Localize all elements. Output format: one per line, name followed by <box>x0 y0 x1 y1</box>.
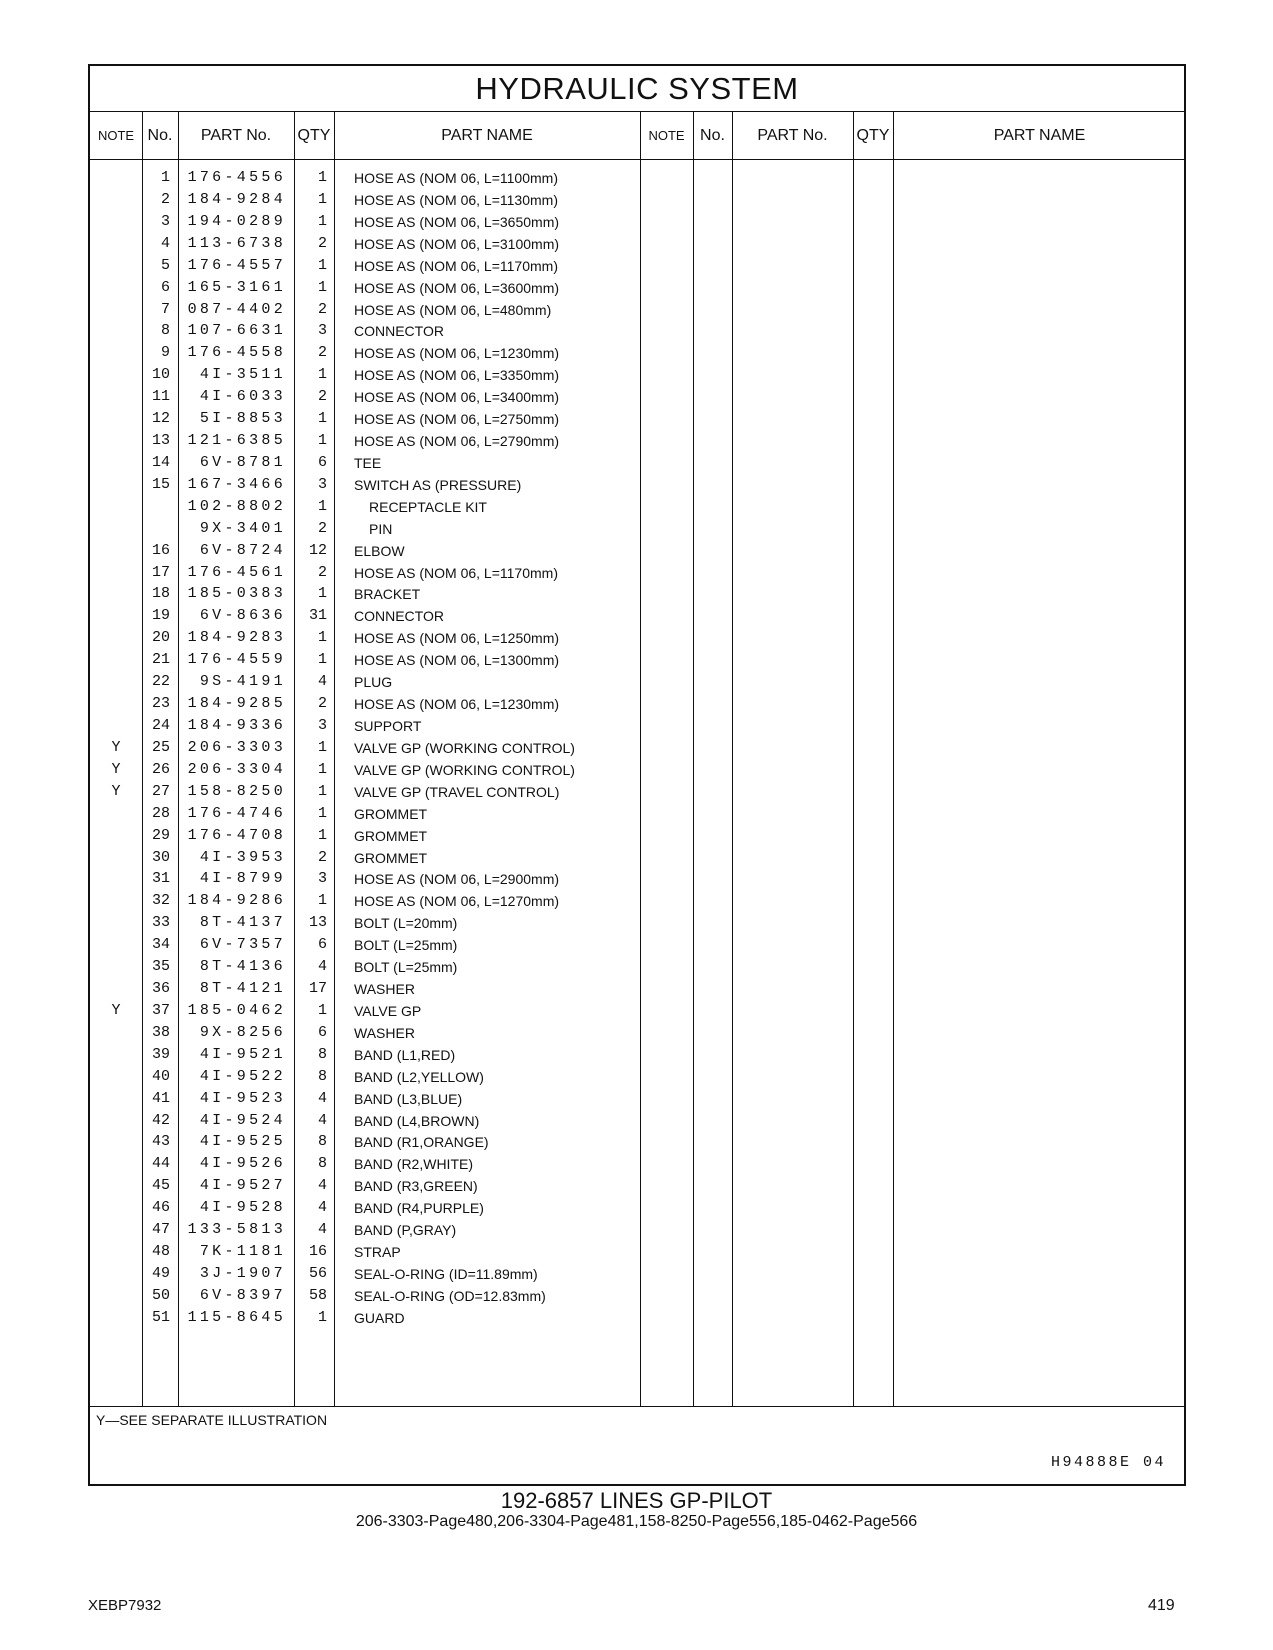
quantity-cell: 1 <box>317 410 327 428</box>
part-name-cell: SEAL-O-RING (OD=12.83mm) <box>354 1287 546 1304</box>
item-number-cell: 33 <box>151 914 170 932</box>
quantity-cell: 8 <box>317 1045 327 1063</box>
part-name-cell: VALVE GP (WORKING CONTROL) <box>354 761 575 778</box>
quantity-cell: 2 <box>317 519 327 537</box>
part-name-cell: PLUG <box>354 674 393 691</box>
part-number-cell: 4I-6033 <box>199 388 286 406</box>
part-name-cell: BAND (L1,RED) <box>354 1046 456 1063</box>
table-row <box>90 1219 640 1242</box>
part-name-cell: HOSE AS (NOM 06, L=3400mm) <box>354 389 560 406</box>
item-number-cell: 19 <box>151 607 170 625</box>
part-number-cell: 6V-8636 <box>199 607 286 625</box>
item-number-cell: 4 <box>160 234 170 252</box>
quantity-cell: 8 <box>317 1155 327 1173</box>
part-name-cell: STRAP <box>354 1244 401 1261</box>
quantity-cell: 6 <box>317 1023 327 1041</box>
quantity-cell: 31 <box>308 607 327 625</box>
part-name-cell: HOSE AS (NOM 06, L=1270mm) <box>354 893 560 910</box>
part-number-cell: 176-4561 <box>187 563 286 581</box>
part-number-cell: 176-4557 <box>187 256 286 274</box>
part-name-cell: SEAL-O-RING (ID=11.89mm) <box>354 1266 538 1282</box>
table-row <box>90 408 640 431</box>
item-number-cell: 29 <box>151 826 170 844</box>
part-number-cell: 167-3466 <box>187 475 286 493</box>
table-row <box>90 1285 640 1308</box>
part-name-cell: HOSE AS (NOM 06, L=2900mm) <box>354 871 560 888</box>
part-number-cell: 6V-8781 <box>199 453 286 471</box>
part-name-cell: CONNECTOR <box>354 323 444 340</box>
table-row <box>90 1197 640 1220</box>
part-name-cell: HOSE AS (NOM 06, L=2750mm) <box>354 411 560 428</box>
group-caption: 192-6857 LINES GP-PILOT <box>500 1488 773 1513</box>
part-name-cell: HOSE AS (NOM 06, L=3100mm) <box>354 235 560 252</box>
item-number-cell: 1 <box>160 169 170 186</box>
header-no-right: No. <box>693 112 732 160</box>
table-row <box>90 693 640 716</box>
column-divider <box>732 112 733 1406</box>
table-row <box>90 342 640 365</box>
quantity-cell: 6 <box>317 936 327 954</box>
part-number-cell: 4I-9526 <box>199 1155 286 1173</box>
part-name-cell: BRACKET <box>354 586 421 603</box>
part-name-cell: BOLT (L=25mm) <box>354 937 458 954</box>
part-number-cell: 9X-3401 <box>199 519 286 537</box>
item-number-cell: 17 <box>151 563 170 581</box>
table-row <box>90 299 640 322</box>
quantity-cell: 4 <box>317 673 327 691</box>
item-number-cell: 10 <box>151 366 170 384</box>
cross-reference: 206-3303-Page480,206-3304-Page481,158-8250-Page556,185-0462-Page566 <box>355 1513 918 1530</box>
part-name-cell: GROMMET <box>354 849 428 866</box>
quantity-cell: 1 <box>317 629 327 647</box>
part-name-cell: BOLT (L=20mm) <box>354 915 458 932</box>
part-number-cell: 4I-9528 <box>199 1199 286 1217</box>
item-number-cell: 42 <box>151 1111 170 1129</box>
quantity-cell: 4 <box>317 1221 327 1239</box>
part-number-cell: 102-8802 <box>187 497 286 515</box>
quantity-cell: 1 <box>317 651 327 669</box>
table-row <box>90 978 640 1001</box>
header-note-left: NOTE <box>90 112 142 160</box>
header-part-name-left: PART NAME <box>334 112 640 160</box>
footnote: Y—SEE SEPARATE ILLUSTRATION <box>96 1412 328 1428</box>
item-number-cell: 20 <box>151 629 170 647</box>
table-row <box>90 386 640 409</box>
table-row <box>90 167 640 190</box>
part-name-cell: HOSE AS (NOM 06, L=1170mm) <box>354 257 558 274</box>
item-number-cell: 6 <box>160 278 170 296</box>
quantity-cell: 2 <box>317 234 327 252</box>
item-number-cell: 31 <box>151 870 170 888</box>
quantity-cell: 2 <box>317 344 327 362</box>
part-number-cell: 184-9285 <box>187 695 286 713</box>
table-row <box>90 912 640 935</box>
item-number-cell: 2 <box>160 190 170 208</box>
table-row <box>90 1307 640 1330</box>
part-number-cell: 158-8250 <box>187 782 286 800</box>
item-number-cell: 45 <box>151 1177 170 1195</box>
item-number-cell: 36 <box>151 980 170 998</box>
part-name-cell: HOSE AS (NOM 06, L=3600mm) <box>354 279 560 296</box>
part-number-cell: 7K-1181 <box>199 1243 286 1261</box>
quantity-cell: 6 <box>317 453 327 471</box>
table-row <box>90 1110 640 1133</box>
item-number-cell: 21 <box>151 651 170 669</box>
part-name-cell: HOSE AS (NOM 06, L=3650mm) <box>354 213 560 230</box>
part-name-cell: BAND (R2,WHITE) <box>354 1156 473 1173</box>
part-name-cell: HOSE AS (NOM 06, L=1170mm) <box>354 564 558 581</box>
table-row <box>90 1153 640 1176</box>
quantity-cell: 3 <box>317 322 327 340</box>
item-number-cell: 43 <box>151 1133 170 1151</box>
table-row <box>90 1175 640 1198</box>
table-row <box>90 627 640 650</box>
part-number-cell: 184-9284 <box>187 190 286 208</box>
table-row <box>90 211 640 234</box>
table-row <box>90 1241 640 1264</box>
part-number-cell: 4I-9521 <box>199 1045 286 1063</box>
table-row <box>90 759 640 782</box>
table-row <box>90 803 640 826</box>
quantity-cell: 1 <box>317 892 327 910</box>
part-number-cell: 115-8645 <box>187 1308 286 1326</box>
quantity-cell: 1 <box>317 432 327 450</box>
part-name-cell: GROMMET <box>354 805 428 822</box>
table-row <box>90 518 640 541</box>
part-name-cell: SUPPORT <box>354 718 422 734</box>
part-number-cell: 184-9336 <box>187 717 286 734</box>
part-name-cell: HOSE AS (NOM 06, L=480mm) <box>354 301 552 318</box>
part-name-cell: WASHER <box>354 1024 415 1041</box>
item-number-cell: 40 <box>151 1067 170 1085</box>
table-row <box>90 452 640 475</box>
part-name-cell: GROMMET <box>354 827 428 844</box>
part-number-cell: 185-0462 <box>187 1001 286 1019</box>
quantity-cell: 4 <box>317 1177 327 1195</box>
column-divider <box>853 112 854 1406</box>
item-number-cell: 47 <box>151 1221 170 1239</box>
table-row <box>90 255 640 278</box>
part-name-cell: WASHER <box>354 981 415 998</box>
quantity-cell: 56 <box>308 1265 327 1282</box>
quantity-cell: 17 <box>308 980 327 998</box>
part-name-cell: HOSE AS (NOM 06, L=2790mm) <box>354 433 560 450</box>
table-row <box>90 1131 640 1154</box>
item-number-cell: 13 <box>151 432 170 450</box>
part-name-cell: CONNECTOR <box>354 608 444 625</box>
part-number-cell: 176-4558 <box>187 344 286 362</box>
note-cell: Y <box>111 782 121 800</box>
table-row <box>90 847 640 870</box>
part-number-cell: 4I-3953 <box>199 848 286 866</box>
header-part-no-right: PART No. <box>732 112 853 160</box>
part-name-cell: VALVE GP (WORKING CONTROL) <box>354 739 575 756</box>
footer-divider <box>90 1406 1184 1407</box>
table-row <box>90 1022 640 1045</box>
quantity-cell: 58 <box>308 1286 327 1304</box>
table-row <box>90 737 640 760</box>
quantity-cell: 1 <box>317 1308 327 1326</box>
table-row <box>90 890 640 913</box>
item-number-cell: 3 <box>160 212 170 230</box>
part-name-cell: HOSE AS (NOM 06, L=1230mm) <box>354 696 560 713</box>
part-number-cell: 4I-9527 <box>199 1177 286 1195</box>
quantity-cell: 1 <box>317 256 327 274</box>
header-part-name-right: PART NAME <box>893 112 1186 160</box>
part-name-cell: HOSE AS (NOM 06, L=3350mm) <box>354 367 560 384</box>
quantity-cell: 4 <box>317 1089 327 1107</box>
part-number-cell: 6V-8397 <box>199 1286 286 1304</box>
quantity-cell: 12 <box>308 541 327 559</box>
quantity-cell: 1 <box>317 804 327 822</box>
note-cell: Y <box>111 760 121 778</box>
part-number-cell: 176-4559 <box>187 651 286 669</box>
header-note-right: NOTE <box>640 112 693 160</box>
quantity-cell: 4 <box>317 1111 327 1129</box>
quantity-cell: 2 <box>317 848 327 866</box>
part-name-cell: TEE <box>354 454 382 471</box>
part-name-cell: BAND (R1,ORANGE) <box>354 1134 489 1151</box>
table-row <box>90 1066 640 1089</box>
quantity-cell: 4 <box>317 958 327 976</box>
item-number-cell: 46 <box>151 1199 170 1217</box>
table-row <box>90 671 640 694</box>
part-name-cell: HOSE AS (NOM 06, L=1230mm) <box>354 345 560 362</box>
part-number-cell: 9X-8256 <box>199 1023 286 1041</box>
table-row <box>90 364 640 387</box>
part-number-cell: 206-3303 <box>187 738 286 756</box>
part-number-cell: 4I-9524 <box>199 1111 286 1129</box>
item-number-cell: 16 <box>151 541 170 559</box>
item-number-cell: 18 <box>151 585 170 603</box>
table-row <box>90 189 640 212</box>
quantity-cell: 1 <box>317 782 327 800</box>
quantity-cell: 1 <box>317 760 327 778</box>
table-row <box>90 605 640 628</box>
quantity-cell: 1 <box>317 738 327 756</box>
quantity-cell: 1 <box>317 212 327 230</box>
part-number-cell: 6V-8724 <box>199 541 286 559</box>
quantity-cell: 1 <box>317 278 327 296</box>
table-row <box>90 277 640 300</box>
quantity-cell: 3 <box>317 870 327 888</box>
quantity-cell: 2 <box>317 695 327 713</box>
table-row <box>90 233 640 256</box>
item-number-cell: 49 <box>151 1265 170 1282</box>
quantity-cell: 8 <box>317 1133 327 1151</box>
quantity-cell: 1 <box>317 190 327 208</box>
part-number-cell: 133-5813 <box>187 1221 286 1239</box>
quantity-cell: 4 <box>317 1199 327 1217</box>
quantity-cell: 13 <box>308 914 327 932</box>
item-number-cell: 26 <box>151 760 170 778</box>
header-no-left: No. <box>142 112 178 160</box>
header-part-no-left: PART No. <box>178 112 294 160</box>
part-name-cell: BAND (L4,BROWN) <box>354 1112 480 1129</box>
part-name-cell: BAND (R3,GREEN) <box>354 1178 478 1195</box>
part-number-cell: 8T-4121 <box>199 980 286 998</box>
quantity-cell: 1 <box>317 826 327 844</box>
item-number-cell: 14 <box>151 453 170 471</box>
part-number-cell: 121-6385 <box>187 432 286 450</box>
quantity-cell: 8 <box>317 1067 327 1085</box>
part-number-cell: 9S-4191 <box>199 673 286 691</box>
part-name-cell: BAND (R4,PURPLE) <box>354 1200 484 1217</box>
table-row <box>90 649 640 672</box>
part-number-cell: 4I-3511 <box>199 366 286 384</box>
part-number-cell: 206-3304 <box>187 760 286 778</box>
item-number-cell: 5 <box>160 256 170 274</box>
table-row <box>90 583 640 606</box>
item-number-cell: 24 <box>151 717 170 734</box>
table-row <box>90 540 640 563</box>
illustration-code: H94888E 04 <box>1050 1454 1166 1471</box>
part-number-cell: 4I-9523 <box>199 1089 286 1107</box>
part-name-cell: VALVE GP <box>354 1002 422 1019</box>
item-number-cell: 38 <box>151 1023 170 1041</box>
item-number-cell: 12 <box>151 410 170 428</box>
item-number-cell: 50 <box>151 1286 170 1304</box>
item-number-cell: 25 <box>151 738 170 756</box>
part-number-cell: 113-6738 <box>187 234 286 252</box>
part-name-cell: BAND (L2,YELLOW) <box>354 1068 484 1085</box>
part-number-cell: 4I-9522 <box>199 1067 286 1085</box>
item-number-cell: 35 <box>151 958 170 976</box>
table-row <box>90 430 640 453</box>
part-name-cell: RECEPTACLE KIT <box>369 498 487 515</box>
item-number-cell: 30 <box>151 848 170 866</box>
item-number-cell: 51 <box>151 1308 170 1326</box>
quantity-cell: 16 <box>308 1243 327 1261</box>
header-qty-left: QTY <box>294 112 334 160</box>
part-name-cell: HOSE AS (NOM 06, L=1300mm) <box>354 652 560 669</box>
quantity-cell: 1 <box>317 585 327 603</box>
table-row <box>90 1088 640 1111</box>
item-number-cell: 32 <box>151 892 170 910</box>
part-number-cell: 184-9283 <box>187 629 286 647</box>
header-qty-right: QTY <box>853 112 893 160</box>
quantity-cell: 1 <box>317 1001 327 1019</box>
item-number-cell: 34 <box>151 936 170 954</box>
page-number: 419 <box>1148 1597 1175 1614</box>
column-divider <box>693 112 694 1406</box>
note-cell: Y <box>111 1001 121 1019</box>
part-number-cell: 087-4402 <box>187 300 286 318</box>
part-number-cell: 5I-8853 <box>199 410 286 428</box>
part-number-cell: 4I-9525 <box>199 1133 286 1151</box>
quantity-cell: 3 <box>317 717 327 734</box>
part-name-cell: HOSE AS (NOM 06, L=1130mm) <box>354 191 558 208</box>
table-row <box>90 1263 640 1286</box>
part-name-cell: BOLT (L=25mm) <box>354 959 458 976</box>
item-number-cell: 27 <box>151 782 170 800</box>
part-name-cell: HOSE AS (NOM 06, L=1100mm) <box>354 170 558 186</box>
part-name-cell: SWITCH AS (PRESSURE) <box>354 476 522 493</box>
item-number-cell: 23 <box>151 695 170 713</box>
item-number-cell: 15 <box>151 475 170 493</box>
part-number-cell: 176-4708 <box>187 826 286 844</box>
part-number-cell: 3J-1907 <box>199 1265 286 1282</box>
page-title: HYDRAULIC SYSTEM <box>90 66 1184 112</box>
part-name-cell: HOSE AS (NOM 06, L=1250mm) <box>354 630 560 647</box>
note-cell: Y <box>111 738 121 756</box>
column-divider <box>893 112 894 1406</box>
quantity-cell: 2 <box>317 300 327 318</box>
item-number-cell: 44 <box>151 1155 170 1173</box>
quantity-cell: 2 <box>317 563 327 581</box>
quantity-cell: 1 <box>317 366 327 384</box>
table-row <box>90 934 640 957</box>
part-number-cell: 8T-4136 <box>199 958 286 976</box>
part-name-cell: GUARD <box>354 1309 405 1326</box>
table-row <box>90 956 640 979</box>
table-row <box>90 562 640 585</box>
table-row <box>90 715 640 738</box>
part-number-cell: 194-0289 <box>187 212 286 230</box>
table-row <box>90 868 640 891</box>
table-row <box>90 320 640 343</box>
table-row <box>90 1044 640 1067</box>
part-number-cell: 4I-8799 <box>199 870 286 888</box>
part-name-cell: ELBOW <box>354 542 405 559</box>
item-number-cell: 39 <box>151 1045 170 1063</box>
item-number-cell: 41 <box>151 1089 170 1107</box>
part-number-cell: 8T-4137 <box>199 914 286 932</box>
item-number-cell: 7 <box>160 300 170 318</box>
item-number-cell: 9 <box>160 344 170 362</box>
table-row <box>90 474 640 497</box>
part-number-cell: 165-3161 <box>187 278 286 296</box>
item-number-cell: 22 <box>151 673 170 691</box>
quantity-cell: 2 <box>317 388 327 406</box>
part-name-cell: BAND (L3,BLUE) <box>354 1090 463 1107</box>
parts-list-frame <box>88 64 1186 1486</box>
part-number-cell: 176-4556 <box>187 169 286 186</box>
item-number-cell: 8 <box>160 322 170 340</box>
part-number-cell: 6V-7357 <box>199 936 286 954</box>
part-name-cell: PIN <box>369 520 393 537</box>
quantity-cell: 1 <box>317 169 327 186</box>
table-row <box>90 825 640 848</box>
item-number-cell: 48 <box>151 1243 170 1261</box>
quantity-cell: 3 <box>317 475 327 493</box>
item-number-cell: 11 <box>151 388 170 406</box>
part-number-cell: 184-9286 <box>187 892 286 910</box>
part-number-cell: 176-4746 <box>187 804 286 822</box>
part-number-cell: 185-0383 <box>187 585 286 603</box>
part-name-cell: BAND (P,GRAY) <box>354 1222 457 1239</box>
document-id: XEBP7932 <box>88 1597 162 1614</box>
table-row <box>90 496 640 519</box>
item-number-cell: 28 <box>151 804 170 822</box>
table-row <box>90 781 640 804</box>
part-number-cell: 107-6631 <box>187 322 286 340</box>
part-name-cell: VALVE GP (TRAVEL CONTROL) <box>354 783 560 800</box>
item-number-cell: 37 <box>151 1001 170 1019</box>
quantity-cell: 1 <box>317 497 327 515</box>
table-row <box>90 1000 640 1023</box>
